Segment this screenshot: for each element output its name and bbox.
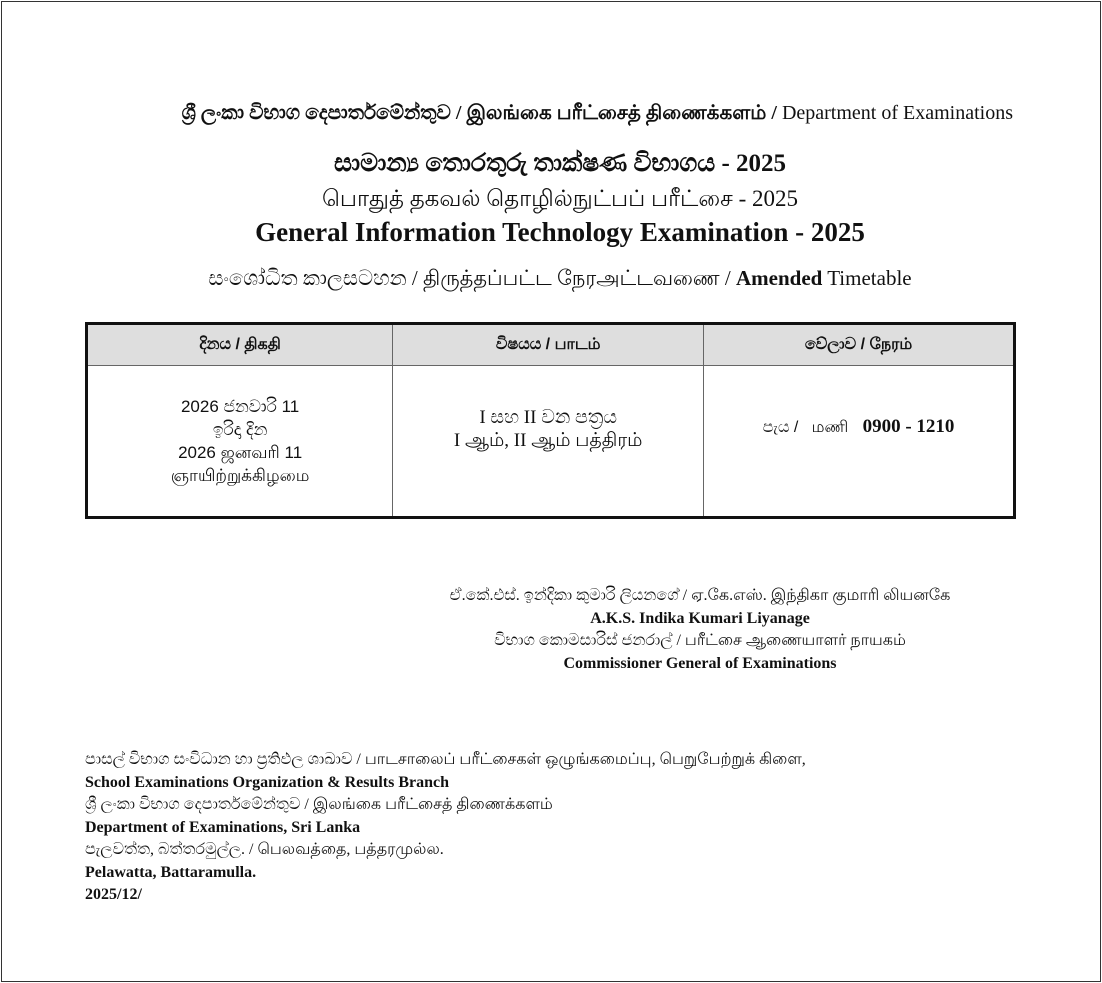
subtitle-local: සංශෝධිත කාලසටහන / திருத்தப்பட்ட நேரஅட்டவணை / — [208, 266, 736, 290]
subtitle-amended: Amended — [736, 266, 823, 290]
subject-line: I සහ II වන පත්‍රය — [479, 407, 617, 428]
time-value: 0900 - 1210 — [862, 416, 955, 437]
cell-subject — [393, 366, 704, 518]
title-tamil: பொதுத் தகவல் தொழில்நுட்பப் பரீட்சை - 2025 — [321, 186, 798, 211]
cell-time — [704, 366, 1015, 518]
department-header-english: Department of Examinations — [781, 102, 1013, 124]
footer-line: පාසල් විභාග සංවිධාන හා ප්‍රතිඵල ශාඛාව / பாடசாலைப் பரீட்சைகள் ஒழுங்கமைப்பு, பெறுபேற்றுக் கிளை, — [85, 751, 806, 768]
date-line: 2026 ජනවාරි 11 — [180, 397, 300, 416]
title-english: General Information Technology Examination - 2025 — [255, 217, 865, 247]
header-date: දිනය / திகதி — [87, 324, 393, 366]
signatory-title-local: විභාග කොමසාරිස් ජනරාල් / பரீட்சை ஆணையாளர் நாயகம் — [494, 632, 906, 649]
signatory-name-local: ඒ.කේ.එස්. ඉන්දිකා කුමාරි ලියනගේ / ஏ.கே.எஸ். இந்திகா குமாரி லியனகே — [449, 587, 951, 604]
date-line: ඉරිදා දින — [212, 420, 268, 439]
cell-date — [87, 366, 393, 518]
footer-line: Pelawatta, Battaramulla. — [85, 863, 257, 881]
date-line: 2026 ஜனவரி 11 — [178, 443, 303, 462]
subject-line: I ஆம், II ஆம் பத்திரம் — [453, 430, 643, 451]
footer-date: 2025/12/ — [85, 886, 142, 903]
subtitle — [0, 266, 1102, 293]
signatory-name-english: A.K.S. Indika Kumari Liyanage — [590, 609, 810, 627]
header-subject: විෂයය / பாடம் — [393, 324, 704, 366]
title-sinhala: සාමාන්‍ය තොරතුරු තාක්ෂණ විභාගය - 2025 — [333, 150, 787, 177]
time-label: පැය / மணி — [762, 419, 849, 436]
department-header — [182, 102, 1013, 127]
department-header-local: ශ්‍රී ලංකා විභාග දෙපාර්තමේන්තුව / இலங்கை பரீட்சைத் திணைக்களம் / — [181, 102, 782, 124]
footer-line: School Examinations Organization & Results Branch — [85, 773, 450, 791]
timetable — [85, 322, 1016, 519]
date-line: ஞாயிற்றுக்கிழமை — [170, 466, 310, 485]
footer-line: පැලවත්ත, බත්තරමුල්ල. / பெலவத்தை, பத்தரமுல்ல. — [85, 841, 444, 858]
footer-address — [85, 749, 806, 907]
table-header-row — [87, 324, 1015, 366]
table-row — [87, 366, 1015, 518]
footer-line: Department of Examinations, Sri Lanka — [85, 818, 361, 836]
signatory-title-english: Commissioner General of Examinations — [563, 654, 837, 672]
footer-line: ශ්‍රී ලංකා විභාග දෙපාර්තමේන්තුව / இலங்கை பரீட்சைத் திணைக்களம் — [85, 796, 553, 813]
signature-block — [395, 585, 1005, 675]
header-time: වේලාව / நேரம் — [704, 324, 1015, 366]
subtitle-timetable: Timetable — [822, 266, 912, 290]
